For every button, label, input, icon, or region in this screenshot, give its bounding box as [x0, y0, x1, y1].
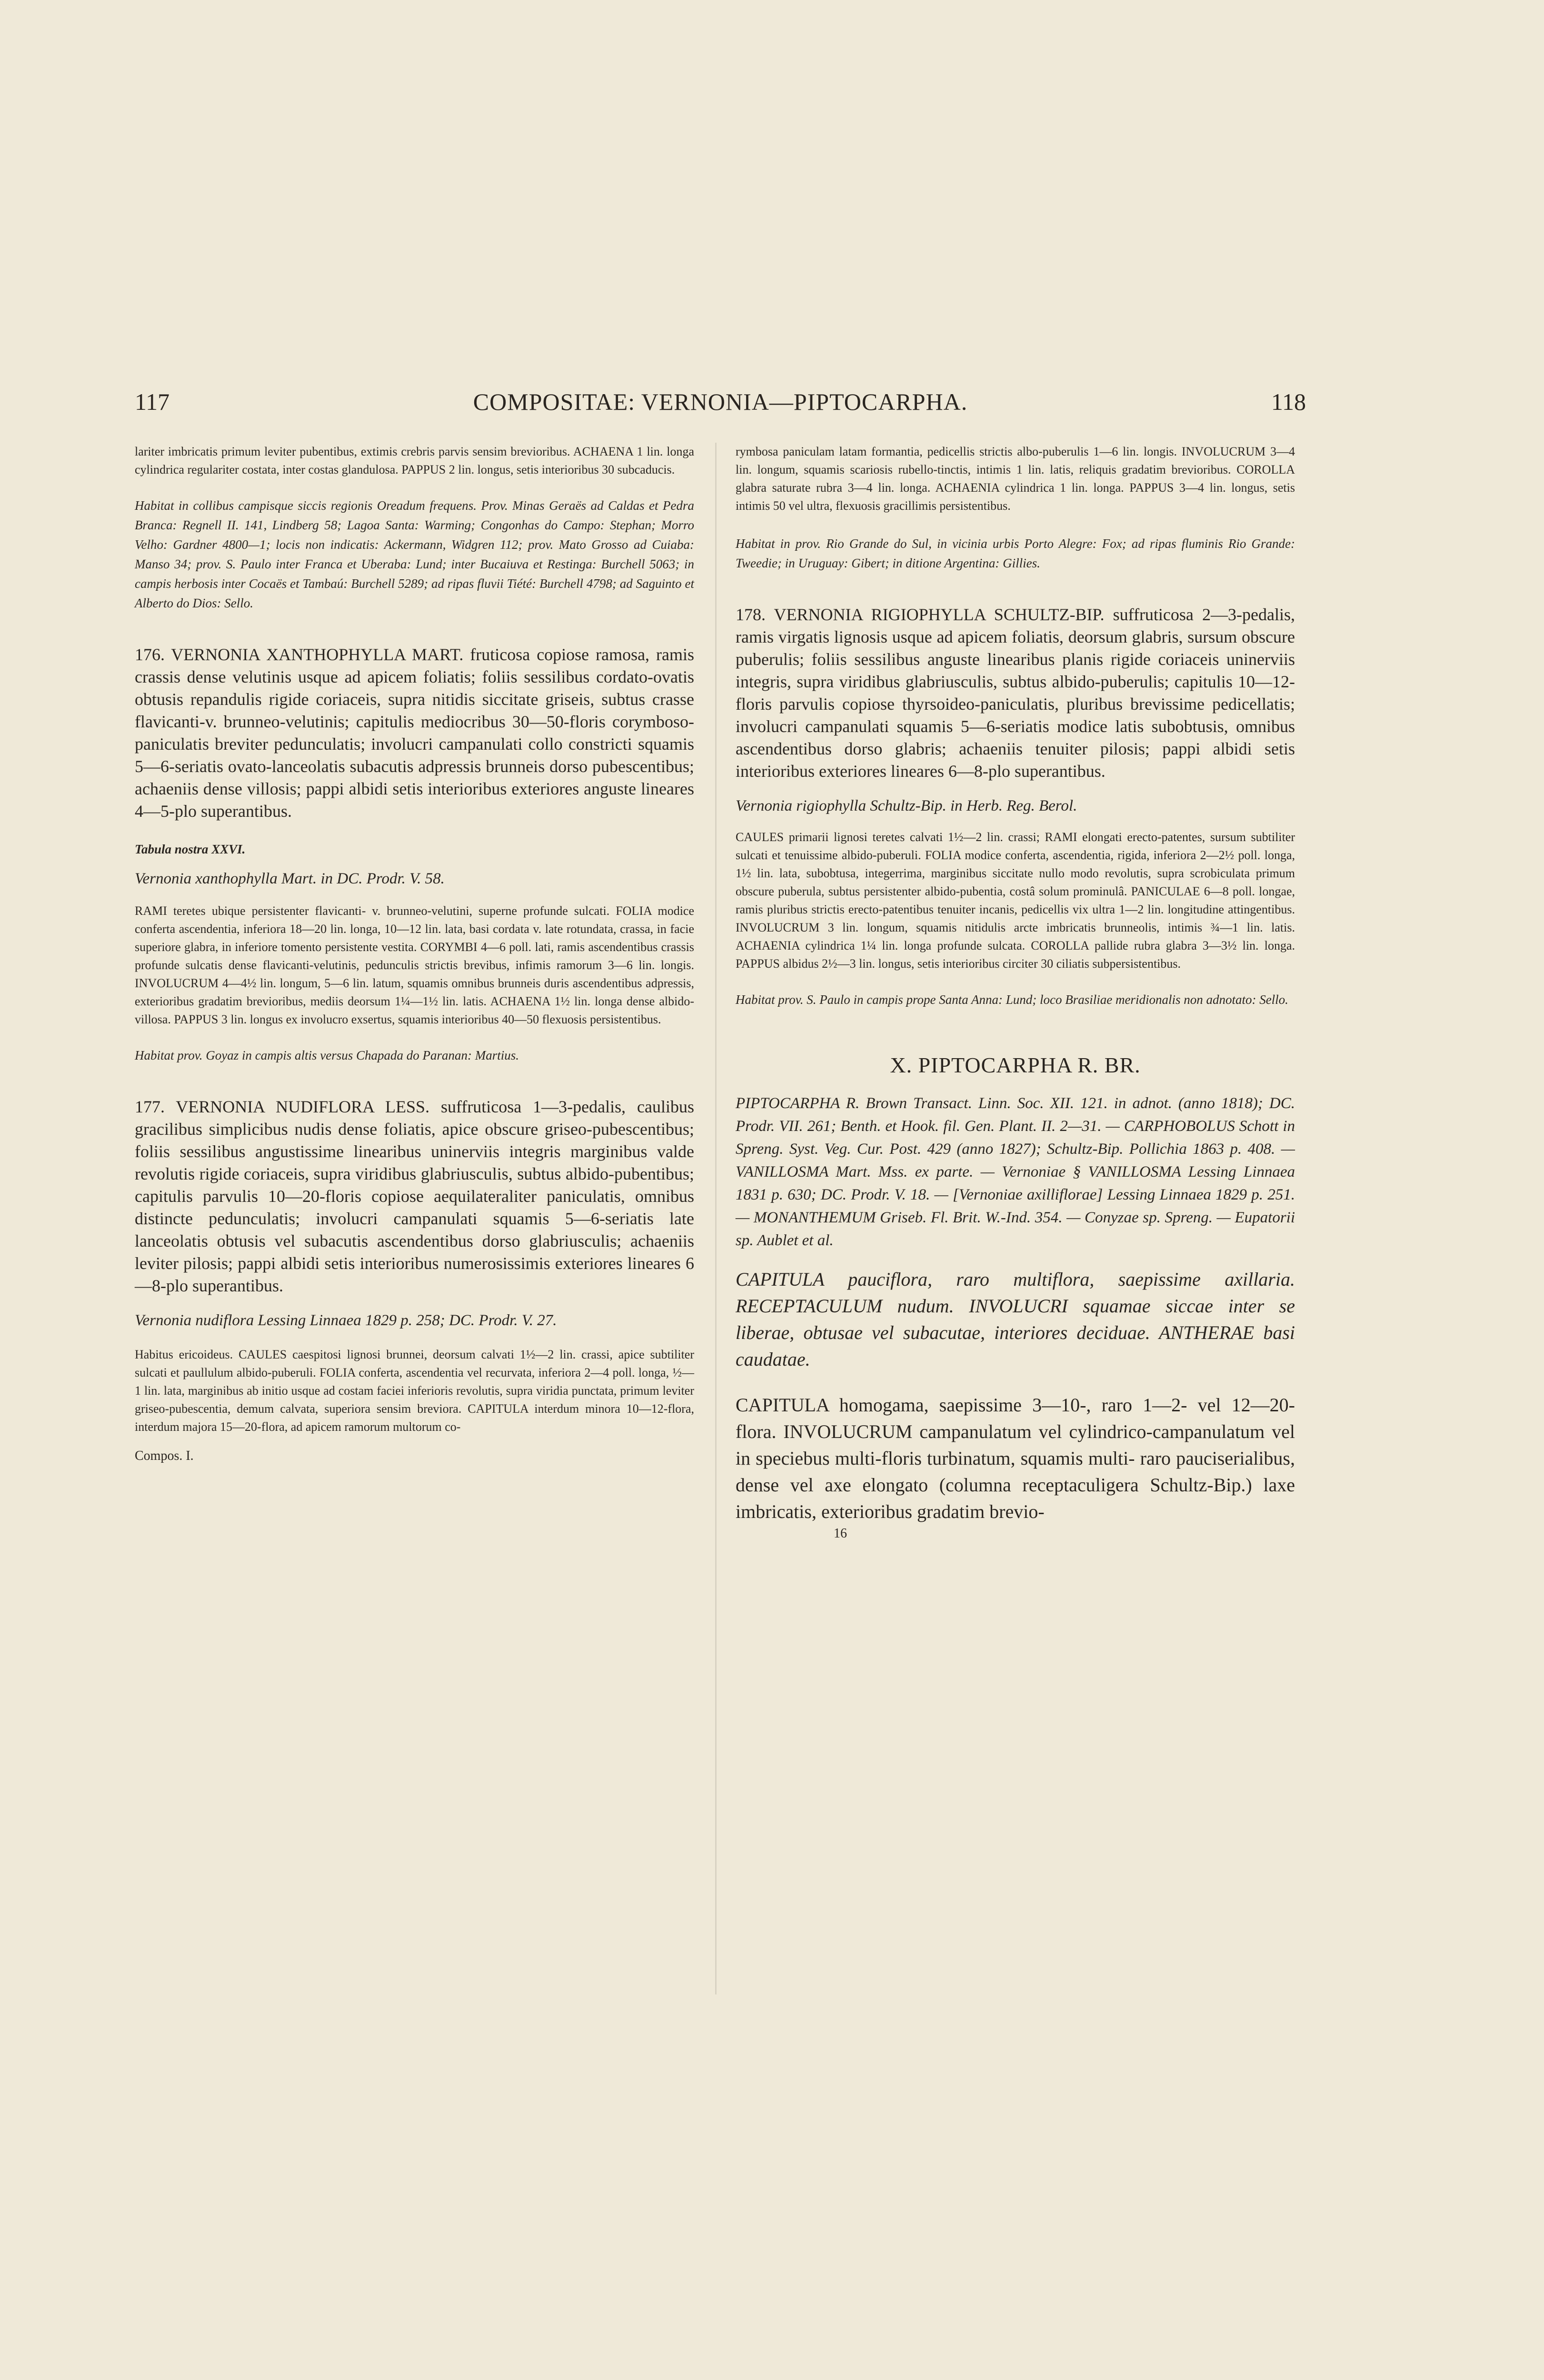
- species-177-citation: Vernonia nudiflora Lessing Linnaea 1829 p. 258; DC. Prodr. V. 27.: [135, 1312, 557, 1329]
- running-header: [135, 388, 1306, 426]
- species-178-diagnosis: 178. VERNONIA RIGIOPHYLLA SCHULTZ-BIP. suffruticosa 2—3-pedalis, ramis virgatis lignosis usque ad apicem foliatis, deorsum glabris, sursum obscure puberulis; foliis sessilibus anguste linearibus planis rigide coriaceis uninerviis integris, supra viridibus glabriusculis, subtus albido-puberulis; capitulis 10—12-floris parvulis copiose thyrsoideo-paniculatis, pluribus brevissime pedicellatis; involucri campanulati squamis 5—6-seriatis modice latis subobtusis, omnibus ascendentibus dorso glabris; achaeniis tenuiter pilosis; pappi albidi setis interioribus exteriores lineares 6—8-plo superantibus.: [736, 605, 1295, 781]
- page-number-right: 118: [1271, 388, 1306, 415]
- signature-mark: Compos. I.: [135, 1448, 194, 1463]
- continued-description: lariter imbricatis primum leviter pubentibus, extimis crebris parvis sensim brevioribus. ACHAENA 1 lin. longa cylindrica regulariter costata, inter costas glandulosa. PAPPUS 2 lin. longus, setis interioribus 30 subcaducis.: [135, 445, 694, 476]
- genus-synonymy: PIPTOCARPHA R. Brown Transact. Linn. Soc. XII. 121. in adnot. (anno 1818); DC. Prodr. VII. 261; Benth. et Hook. fil. Gen. Plant. II. 2—31. — CARPHOBOLUS Schott in Spreng. Syst. Veg. Cur. Post. 429 (anno 1827); Schultz-Bip. Pollichia 1863 p. 408. — VANILLOSMA Mart. Mss. ex parte. — Vernoniae § VANILLOSMA Lessing Linnaea 1831 p. 630; DC. Prodr. V. 18. — [Vernoniae axilliflorae] Lessing Linnaea 1829 p. 251. — MONANTHEMUM Griseb. Fl. Brit. W.-Ind. 354. — Conyzae sp. Spreng. — Eupatorii sp. Aublet et al.: [736, 1095, 1295, 1249]
- habitat-paragraph: Habitat in prov. Rio Grande do Sul, in vicinia urbis Porto Alegre: Fox; ad ripas fluminis Rio Grande: Tweedie; in Uruguay: Gibert; in ditione Argentina: Gillies.: [736, 536, 1295, 570]
- column-divider: [715, 443, 717, 1994]
- running-title: COMPOSITAE: VERNONIA—PIPTOCARPHA.: [473, 388, 968, 415]
- species-178-description: CAULES primarii lignosi teretes calvati 1½—2 lin. crassi; RAMI elongati erecto-patentes, sursum subtiliter sulcati et tenuissime albido-puberuli. FOLIA modice conferta, ascendentia, rigida, inferiora 2—2½ poll. longa, 1½ lin. lata, subobtusa, integerrima, marginibus siccitate nullo modo revolutis, supra scrobiculata primum obscure puberula, subtus persistenter albido-pubentia, costâ solum prominulâ. PANICULAE 6—8 poll. longae, ramis pluribus strictis erecto-patentibus tenuiter incanis, pedicellis vix ultra 1—2 lin. longitudine attingentibus. INVOLUCRUM 3 lin. longum, squamis nitidulis arcte imbricatis brunneolis, intimis ¾—1 lin. latis. ACHAENIA cylindrica 1¼ lin. longa profunde sulcata. COROLLA pallide rubra glabra 3—3½ lin. longa. PAPPUS albidus 2½—3 lin. longus, setis interioribus circiter 30 ciliatis subpersistentibus.: [736, 830, 1295, 971]
- genus-heading: X. PIPTOCARPHA R. BR.: [890, 1053, 1141, 1077]
- continued-description: rymbosa paniculam latam formantia, pedicellis strictis albo-puberulis 1—6 lin. longis. INVOLUCRUM 3—4 lin. longum, squamis scariosis rubello-tinctis, intimis 1 lin. latis, reliquis gradatim brevioribus. COROLLA glabra saturate rubra 3—4 lin. longa. ACHAENIA cylindrica 1 lin. longa. PAPPUS 3—4 lin. longus, setis intimis 50 vel ultra, flexuosis gracillimis persistentibus.: [736, 445, 1295, 513]
- species-176-habitat: Habitat prov. Goyaz in campis altis versus Chapada do Paranan: Martius.: [135, 1048, 519, 1062]
- species-176-citation: Vernonia xanthophylla Mart. in DC. Prodr. V. 58.: [135, 870, 445, 887]
- right-column: [736, 443, 1295, 1541]
- species-176-description: RAMI teretes ubique persistenter flavicanti- v. brunneo-velutini, superne profunde sulcati. FOLIA modice conferta ascendentia, inferiora 18—20 lin. longa, 10—12 lin. lata, basi cordata v. late rotundata, crassa, in facie superiore glabra, in inferiore tomento persistente vestita. CORYMBI 4—6 poll. lati, ramis ascendentibus crassis profunde sulcatis dense flavicanti-velutinis, pedunculis strictis brevibus, infimis ramorum 3—6 lin. longis. INVOLUCRUM 4—4½ lin. longum, 5—6 lin. latum, squamis omnibus brunneis duris ascendentibus adpressis, exterioribus gradatim brevioribus, mediis deorsum 1¼—1½ lin. latis. ACHAENA 1½ lin. longa dense albido-villosa. PAPPUS 3 lin. longus ex involucro exsertus, squamis interioribus 40—50 flexuosis persistentibus.: [135, 904, 694, 1026]
- genus-diagnosis: CAPITULA pauciflora, raro multiflora, saepissime axillaria. RECEPTACULUM nudum. INVOLUCRI squamae siccae inter se liberae, obtusae vel subacutae, interiores deciduae. ANTHERAE basi caudatae.: [736, 1269, 1295, 1370]
- page-number-left: 117: [135, 388, 170, 415]
- habitat-paragraph: Habitat in collibus campisque siccis regionis Oreadum frequens. Prov. Minas Geraës ad Caldas et Pedra Branca: Regnell II. 141, Lindberg 58; Lagoa Santa: Warming; Congonhas do Campo: Stephan; Morro Velho: Gardner 4800—1; locis non indicatis: Ackermann, Widgren 112; prov. Mato Grosso ad Cuiaba: Manso 34; prov. S. Paulo inter Franca et Uberaba: Lund; inter Bucaiuva et Restinga: Burchell 5063; in campis herbosis inter Cocaës et Tambaú: Burchell 5289; ad ripas fluvii Tiété: Burchell 4798; ad Saguinto et Alberto do Dios: Sello.: [135, 498, 694, 610]
- species-177-diagnosis: 177. VERNONIA NUDIFLORA LESS. suffruticosa 1—3-pedalis, caulibus gracilibus simplicibus nudis dense foliatis, apice obscure griseo-pubescentibus; foliis sessilibus angustissime linearibus uninerviis integris marginibus valde revolutis rigide coriaceis, supra viridibus glabriusculis, subtus albido-pubentibus; capitulis parvulis 10—20-floris copiose aequilateraliter paniculatis, omnibus distincte pedunculatis; involucri campanulati squamis 5—6-seriatis late lanceolatis obtusis vel subacutis ascendentibus dorso glabriusculis; achaeniis leviter pilosis; pappi albidi setis interioribus numerosissimis exteriores lineares 6—8-plo superantibus.: [135, 1097, 694, 1295]
- plate-reference: Tabula nostra XXVI.: [135, 842, 246, 856]
- species-176-diagnosis: 176. VERNONIA XANTHOPHYLLA MART. fruticosa copiose ramosa, ramis crassis dense velutinis usque ad apicem foliatis; foliis sessilibus cordato-ovatis obtusis repandulis rigide coriaceis, supra nitidis siccitate griseis, subtus crasse flavicanti-v. brunneo-velutinis; capitulis mediocribus 30—50-floris corymboso-paniculatis breviter pedunculatis; involucri campanulati collo constricti squamis 5—6-seriatis ovato-lanceolatis subacutis adpressis brunneis dorso pubescentibus; achaeniis dense villosis; pappi albidi setis interioribus exteriores anguste lineares 4—5-plo superantibus.: [135, 645, 694, 821]
- sheet-signature: 16: [834, 1526, 847, 1541]
- species-177-description: Habitus ericoideus. CAULES caespitosi lignosi brunnei, deorsum calvati 1½—2 lin. crassi, apice subtiliter sulcati et paullulum albido-puberuli. FOLIA conferta, ascendentia vel recurvata, inferiora 2—4 poll. longa, ½—1 lin. lata, marginibus ab initio usque ad costam faciei inferioris revolutis, supra viridia punctata, primum leviter griseo-pubescentia, demum calvata, superiora sensim breviora. CAPITULA interdum minora 10—12-flora, interdum majora 15—20-flora, ad apicem ramorum multorum co-: [135, 1348, 694, 1434]
- genus-description: CAPITULA homogama, saepissime 3—10-, raro 1—2- vel 12—20-flora. INVOLUCRUM campanulatum vel cylindrico-campanulatum vel in speciebus multi-floris turbinatum, squamis multi- raro pauciserialibus, dense vel axe elongato (columna receptaculigera Schultz-Bip.) laxe imbricatis, exterioribus gradatim brevio-: [736, 1394, 1295, 1522]
- species-178-citation: Vernonia rigiophylla Schultz-Bip. in Herb. Reg. Berol.: [736, 797, 1077, 814]
- species-178-habitat: Habitat prov. S. Paulo in campis prope Santa Anna: Lund; loco Brasiliae meridionalis non adnotato: Sello.: [736, 992, 1288, 1007]
- left-column: [135, 443, 694, 1464]
